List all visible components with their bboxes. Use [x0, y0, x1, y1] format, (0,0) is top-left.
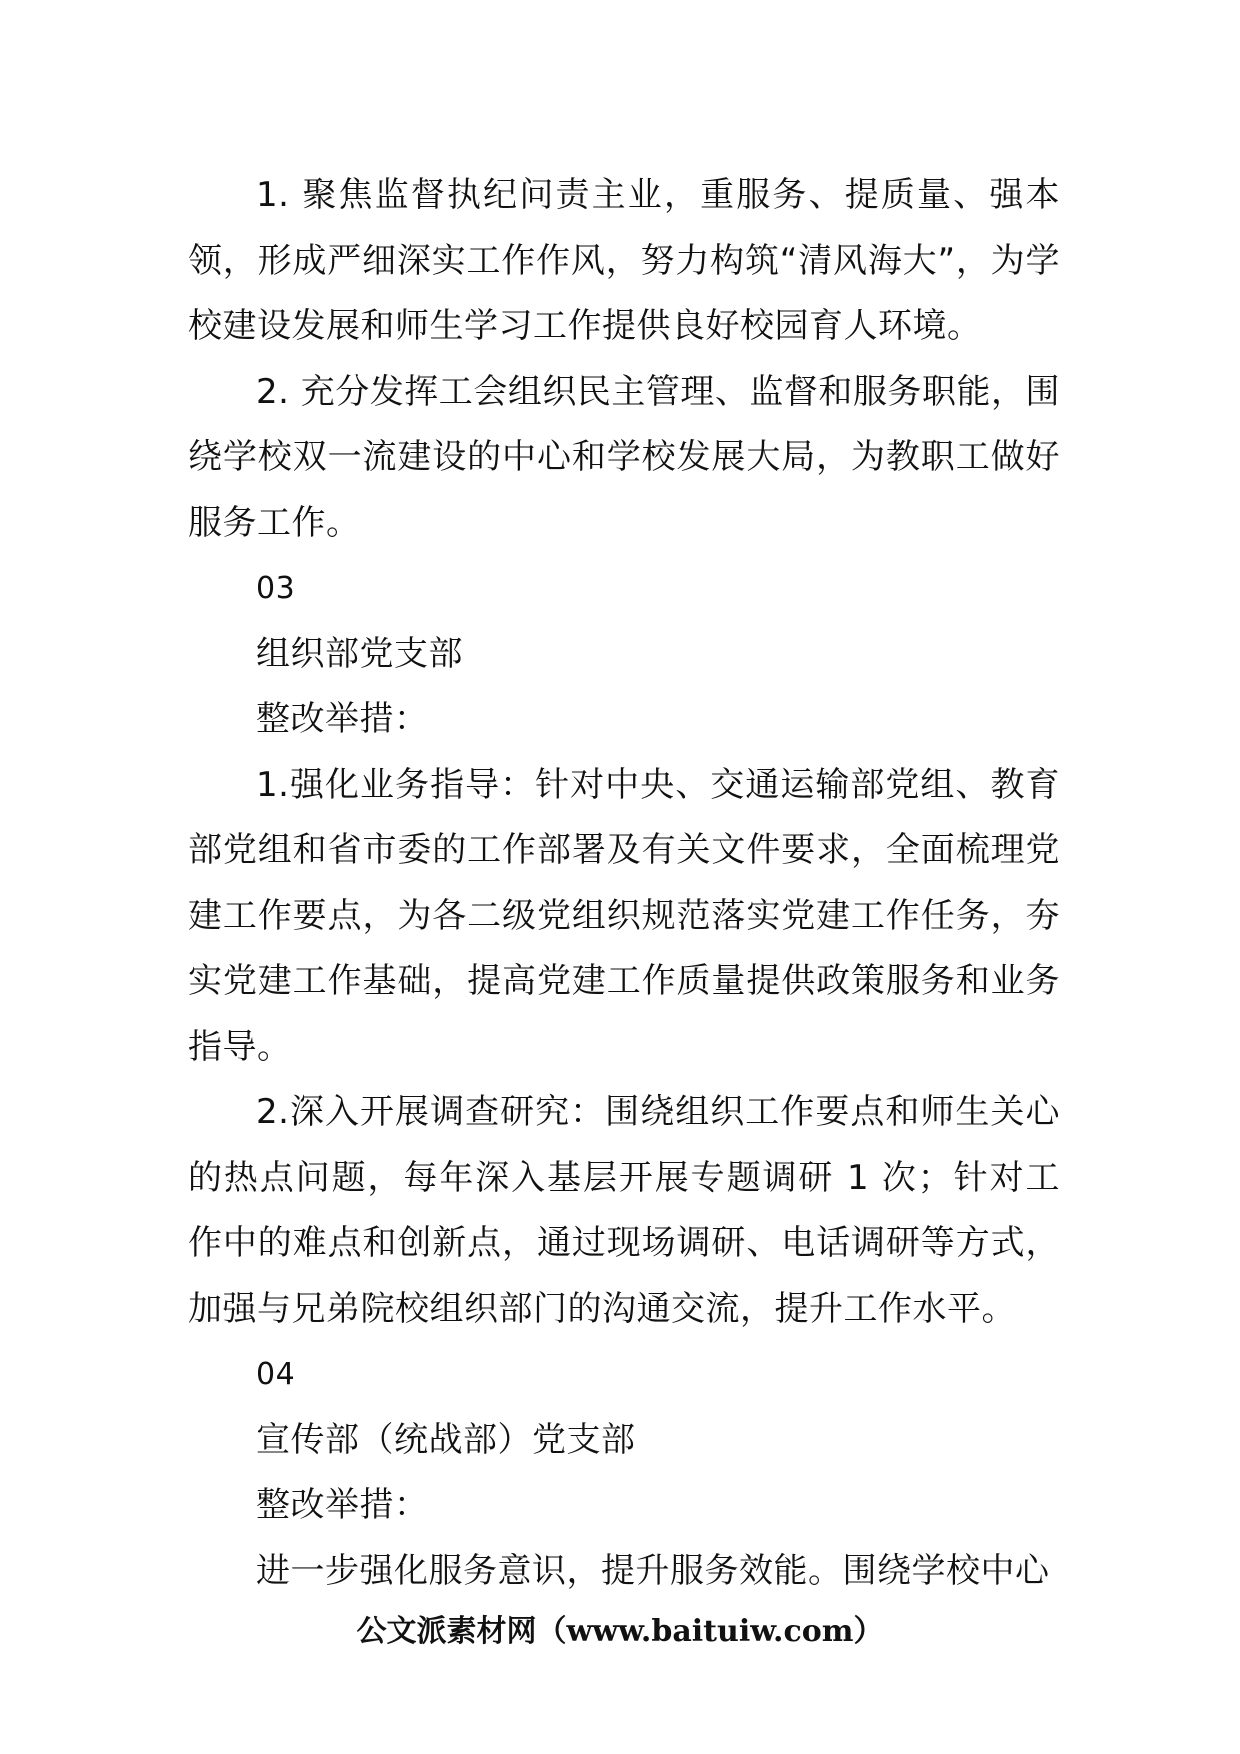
- document-body: [188, 163, 1060, 1604]
- section-heading-publicity: 宣传部（统战部）党支部: [256, 1419, 636, 1460]
- section-number-03: 03: [256, 571, 296, 606]
- footer-watermark: 公文派素材网（www.baituiw.com）: [356, 1614, 884, 1649]
- section-heading-organization: 组织部党支部: [256, 633, 463, 674]
- measures-label-1: 整改举措：: [256, 699, 429, 739]
- measures-label-2: 整改举措：: [256, 1485, 429, 1525]
- section-number-04: 04: [256, 1357, 296, 1392]
- paragraph-3: 1.强化业务指导：针对中央、交通运输部党组、教育部党组和省市委的工作部署及有关文件要求，全面梳理党建工作要点，为各二级党组织规范落实党建工作任务，夯实党建工作基础，提高党建工作质量提供政策服务和业务指导。: [188, 764, 1060, 1067]
- paragraph-1: 1. 聚焦监督执纪问责主业，重服务、提质量、强本领，形成严细深实工作作风，努力构筑“清风海大”，为学校建设发展和师生学习工作提供良好校园育人环境。: [188, 175, 1060, 346]
- paragraph-5: 进一步强化服务意识，提升服务效能。围绕学校中心: [256, 1550, 1050, 1591]
- paragraph-4: 2.深入开展调查研究：围绕组织工作要点和师生关心的热点问题，每年深入基层开展专题调研 1 次；针对工作中的难点和创新点，通过现场调研、电话调研等方式，加强与兄弟院校组织部门的沟通交流，提升工作水平。: [188, 1092, 1060, 1329]
- paragraph-2: 2. 充分发挥工会组织民主管理、监督和服务职能，围绕学校双一流建设的中心和学校发展大局，为教职工做好服务工作。: [188, 371, 1060, 543]
